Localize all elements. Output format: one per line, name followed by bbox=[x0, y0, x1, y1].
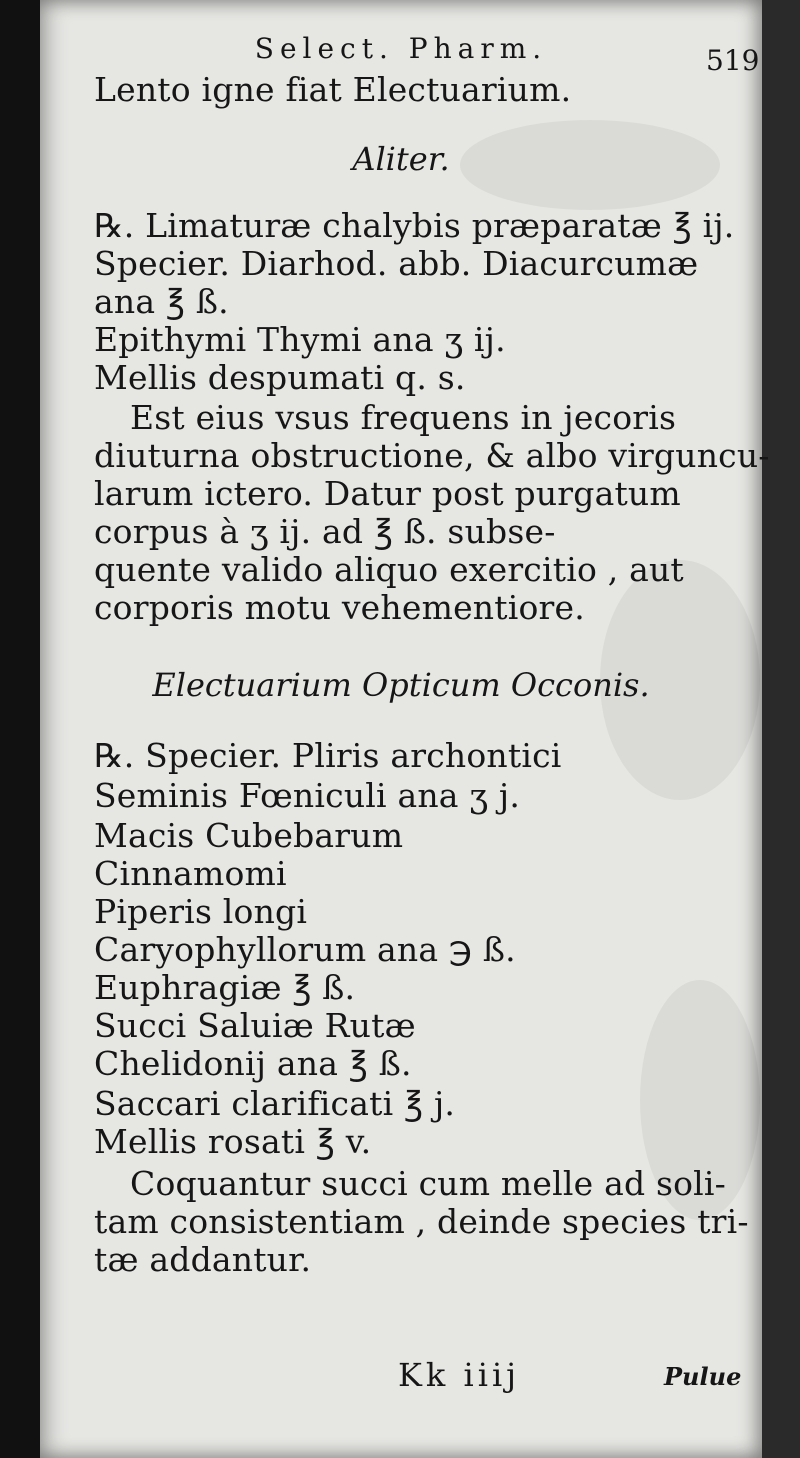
book-gutter bbox=[0, 0, 44, 1458]
page-number: 519 bbox=[706, 44, 760, 77]
paragraph-line: diuturna obstructione, & albo virguncu- bbox=[94, 436, 770, 475]
recipe-line: ℞. Specier. Pliris archontici bbox=[94, 736, 562, 775]
recipe-line: ℞. Limaturæ chalybis præparatæ ℥ ij. bbox=[94, 206, 735, 245]
paragraph-line: Est eius vsus frequens in jecoris bbox=[130, 398, 677, 437]
paragraph-line: tam consistentiam , deinde species tri- bbox=[94, 1202, 749, 1241]
paragraph-line: larum ictero. Datur post purgatum bbox=[94, 474, 681, 513]
running-title: Select. Pharm. bbox=[254, 32, 548, 65]
paragraph-line: corpus à ʒ ij. ad ℥ ß. subse- bbox=[94, 512, 556, 551]
paragraph-line: Coquantur succi cum melle ad soli- bbox=[130, 1164, 727, 1203]
section-heading-electuarium: Electuarium Opticum Occonis. bbox=[152, 666, 650, 704]
recipe-line: Epithymi Thymi ana ʒ ij. bbox=[94, 320, 506, 359]
signature-mark: Kk iiij bbox=[398, 1356, 521, 1394]
text-line: Lento igne fiat Electuarium. bbox=[94, 70, 572, 109]
recipe-line: Euphragiæ ℥ ß. bbox=[94, 968, 356, 1007]
recipe-line: Piperis longi bbox=[94, 892, 308, 931]
recipe-line: Mellis rosati ℥ v. bbox=[94, 1122, 372, 1161]
recipe-line: Succi Saluiæ Rutæ bbox=[94, 1006, 416, 1045]
paragraph-line: tæ addantur. bbox=[94, 1240, 312, 1279]
recipe-line: ana ℥ ß. bbox=[94, 282, 229, 321]
paragraph-line: corporis motu vehementiore. bbox=[94, 588, 585, 627]
recipe-line: Mellis despumati q. s. bbox=[94, 358, 466, 397]
recipe-line: Specier. Diarhod. abb. Diacurcumæ bbox=[94, 244, 699, 283]
recipe-line: Saccari clarificati ℥ j. bbox=[94, 1084, 456, 1123]
recipe-line: Macis Cubebarum bbox=[94, 816, 404, 855]
catchword: Pulue bbox=[664, 1362, 742, 1391]
recipe-line: Seminis Fœniculi ana ʒ j. bbox=[94, 776, 521, 815]
recipe-line: Cinnamomi bbox=[94, 854, 287, 893]
recipe-line: Caryophyllorum ana ℈ ß. bbox=[94, 930, 516, 969]
recipe-line: Chelidonij ana ℥ ß. bbox=[94, 1044, 412, 1083]
paragraph-line: quente valido aliquo exercitio , aut bbox=[94, 550, 684, 589]
section-heading-aliter: Aliter. bbox=[352, 140, 450, 178]
